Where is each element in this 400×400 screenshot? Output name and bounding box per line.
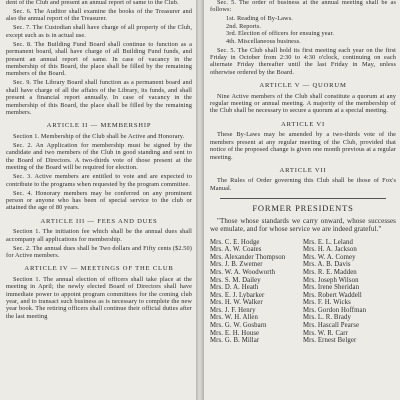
intro-paragraph: Sec. 7. The Custodian shall have charge of all property of the Club, except such as is in actual use.: [6, 24, 192, 39]
former-presidents-quote: "Those whose standards we carry onward, whose successes we emulate, and for whose service we are indeed grateful.": [210, 216, 396, 233]
list-item: 1st. Reading of By-Laws.: [226, 15, 293, 23]
president-name: Mrs. E. J. Lybarker: [210, 291, 265, 299]
article-2-paragraph: Section 1. Membership of the Club shall be Active and Honorary.: [13, 132, 185, 140]
president-name: Mrs. S. M. Dailey: [210, 276, 261, 284]
article-6-heading: ARTICLE VI: [281, 120, 325, 128]
order-of-business-list: [226, 15, 396, 45]
president-name: Mrs. Alexander Thompson: [210, 253, 286, 261]
list-item: 3rd. Election of officers for ensuing year.: [226, 30, 335, 38]
article-5-heading: ARTICLE V — QUORUM: [259, 82, 347, 90]
right-page: [204, 0, 400, 400]
president-name: Mrs. C. E. Hodge: [210, 238, 260, 246]
intro-paragraph: Sec. 8. The Building Fund Board shall continue to function as a permanent board, shall have charge of all Building Fund funds, and present an annual report of same. In case of vacancy in the membership of this Board, the place shall be filled by the remaining members of the Board.: [6, 40, 192, 78]
article-2-paragraph: Sec. 4. Honorary members may be conferred on any prominent person or anyone who has been of special service to the club or attained the age of 80 years.: [6, 189, 192, 212]
left-page: [0, 0, 196, 400]
intro-paragraph: Sec. 6. The Auditor shall examine the books of the Treasurer and also the annual report of the Treasurer.: [6, 8, 192, 23]
intro-paragraph: dent of the Club and present an annual report of same to the Club.: [6, 0, 179, 6]
president-name: Mrs. F. H. Wicks: [303, 299, 351, 307]
president-name: Mrs. W. A. Comey: [303, 253, 356, 261]
president-name: Mrs. H. W. Walker: [210, 299, 263, 307]
president-name: Mrs. W. H. Allen: [210, 314, 259, 322]
president-name: Mrs. A. W. Coates: [210, 246, 262, 254]
list-item: 2nd. Reports.: [226, 22, 262, 30]
president-name: Mrs. R. E. Madden: [303, 268, 357, 276]
article-3-paragraph: Section 1. The initiation fee which shall be the annual dues shall accompany all applications for membership.: [6, 228, 192, 243]
president-name: Mrs. W. A. Woodworth: [210, 268, 276, 276]
article-2-paragraph: Sec. 2. An Application for membership must be signed by the candidate and two members of the Club in good standing and sent to the Board of Directors. A two-thirds vote of those present at the meeting of the Board will be required for election.: [6, 141, 192, 172]
article-7-heading: ARTICLE VII: [279, 166, 327, 174]
president-name: Mrs. Joseph Wilson: [303, 276, 359, 284]
president-name: Mrs. Gordon Hoffman: [303, 306, 367, 314]
intro-paragraph: Sec. 9. The Library Board shall function as a permanent board and shall have charge of all the affairs of the Library, its funds, and shall present a financial report annually. In case of vacancy in the membership of this Board, the place shall be filled by the remaining members.: [6, 79, 192, 117]
president-name: Mrs. E. L. Leland: [303, 238, 354, 246]
president-name: Mrs. Irene Sheridan: [303, 284, 360, 292]
president-name: Mrs. W. R. Carr: [303, 329, 348, 337]
list-item: 4th. Miscellaneous business.: [226, 37, 301, 45]
former-presidents-list: [210, 239, 396, 345]
article-2-heading: ARTICLE II — MEMBERSHIP: [46, 122, 152, 130]
president-name: Mrs. Ernest Belger: [303, 337, 357, 345]
president-name: Mrs. A. B. Davis: [303, 261, 351, 269]
article-3-heading: ARTICLE III — FEES AND DUES: [40, 217, 158, 225]
president-name: Mrs. G. W. Gosbarn: [210, 322, 267, 330]
section-divider: [220, 198, 386, 199]
president-name: Mrs. G. B. Millar: [210, 337, 260, 345]
meeting-schedule-paragraph: Sec. 5. The Club shall hold its first meeting each year on the first Friday in October from 2:30 to 4:30 o'clock, continuing on each alternate Friday thereafter until the last Friday in May, unless otherwise ordered by the Board.: [210, 46, 396, 76]
names-column-right: [303, 239, 396, 345]
president-name: Mrs. Hascall Pearse: [303, 322, 360, 330]
article-6-paragraph: These By-Laws may be amended by a two-thirds vote of the members present at any regular meeting of the Club, provided that notice of the proposed change is given one month previous at a regular meeting.: [210, 131, 396, 161]
article-4-paragraph: Section 1. The annual election of officers shall take place at the meeting in April; the newly elected Board of Directors shall have immediate power to appoint program committees for the coming club year, and to transact such business as is necessary to complete the new year book. The retiring officers shall continue their official duties after the last meeting: [6, 275, 192, 320]
president-name: Mrs. J. B. Zwemer: [210, 261, 263, 269]
former-presidents-title: FORMER PRESIDENTS: [252, 203, 354, 214]
article-3-paragraph: Sec. 2. The annual dues shall be Two dollars and Fifty cents ($2.50) for Active members.: [6, 244, 192, 259]
article-5-paragraph: Nine Active members of the Club shall constitute a quorum at any regular meeting or annual meeting. A majority of the membership of the Club shall be necessary to secure a quorum at a special meeting.: [210, 92, 396, 115]
left-page-column: [6, 0, 192, 322]
president-name: Mrs. D. A. Heath: [210, 284, 259, 292]
order-of-business-intro: Sec. 5. The order of business at the annual meeting shall be as follows:: [210, 0, 396, 14]
president-name: Mrs. L. R. Brady: [303, 314, 352, 322]
names-column-left: [210, 239, 303, 345]
book-gutter: [196, 0, 204, 400]
article-2-paragraph: Sec. 3. Active members are entitled to vote and are expected to contribute to the programs when requested by the program committee.: [6, 173, 192, 188]
president-name: Mrs. E. H. House: [210, 329, 260, 337]
president-name: Mrs. Robert Waddell: [303, 291, 362, 299]
article-7-paragraph: The Rules of Order governing this Club shall be those of Fox's Manual.: [210, 177, 396, 192]
right-page-column: [210, 0, 396, 345]
president-name: Mrs. H. A. Jackson: [303, 246, 357, 254]
article-4-heading: ARTICLE IV — MEETINGS OF THE CLUB: [24, 265, 174, 273]
president-name: Mrs. J. F. Henry: [210, 306, 256, 314]
